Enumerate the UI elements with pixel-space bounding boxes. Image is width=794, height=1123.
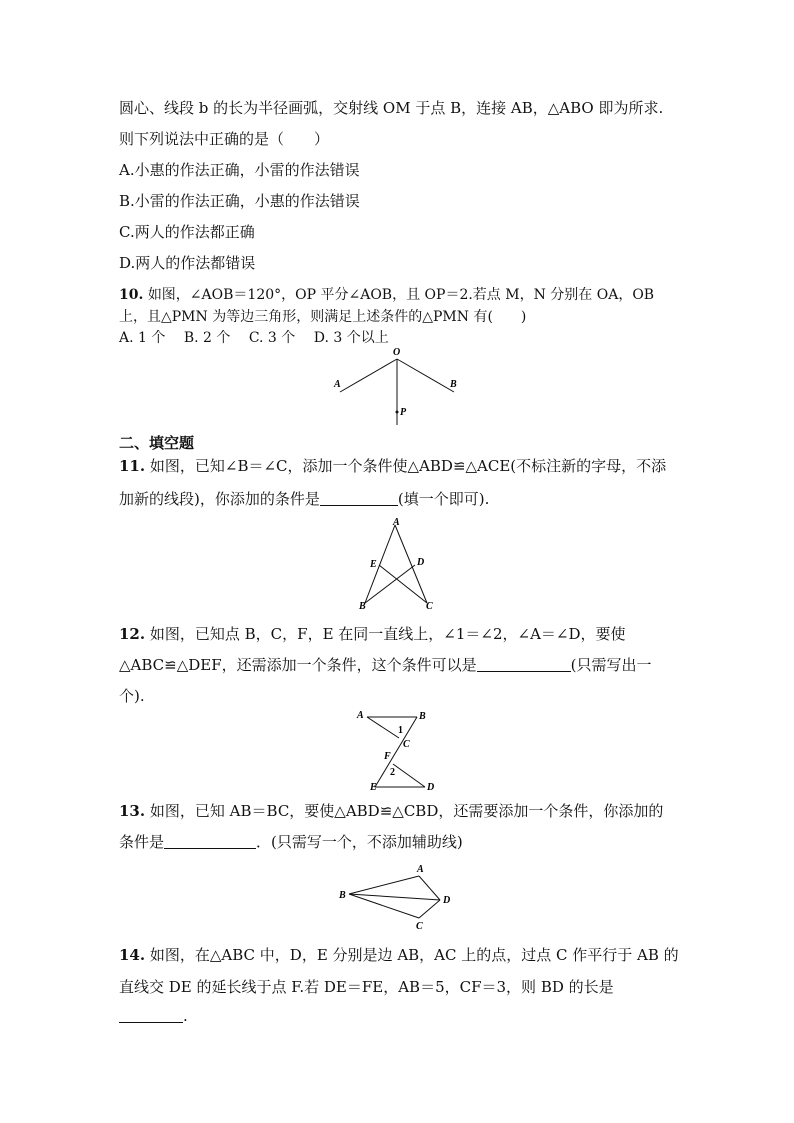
q12-label-b: B (419, 711, 426, 722)
q12-number: 12. (119, 625, 146, 643)
q13-answer-blank[interactable] (164, 834, 256, 849)
q11-line1 (119, 455, 666, 476)
q12-answer-blank[interactable] (477, 657, 571, 672)
q12-line3: 个). (119, 687, 145, 705)
q11-number: 11. (119, 457, 146, 475)
q14-text1: 如图，在△ABC 中，D，E 分别是边 AB，AC 上的点，过点 C 作平行于 AB 的 (149, 946, 679, 964)
q14-line3 (119, 1007, 188, 1025)
q11-text2b: (填一个即可). (397, 490, 490, 508)
q13-label-d: D (443, 895, 451, 906)
q10-line2: 上，且△PMN 为等边三角形，则满足上述条件的△PMN 有( ) (119, 309, 527, 325)
q13-text2a: 条件是 (119, 833, 165, 851)
q14-line2: 直线交 DE 的延长线于点 F.若 DE＝FE，AB＝5，CF＝3，则 BD 的长是 (119, 978, 614, 996)
q11-figure (355, 517, 440, 612)
section-title: 二、填空题 (119, 434, 195, 452)
q10-label-a: A (334, 379, 341, 390)
q9-line2: 则下列说法中正确的是（ ） (119, 130, 330, 148)
q12-label-c: C (403, 739, 410, 750)
q13-text2b: ．(只需写一个，不添加辅助线) (256, 833, 463, 851)
q11-answer-blank[interactable] (320, 491, 398, 506)
q11-label-e: E (370, 559, 377, 570)
q10-number: 10. (119, 287, 144, 303)
q13-number: 13. (119, 802, 146, 820)
q14-answer-blank[interactable] (119, 1008, 183, 1023)
q13-label-c: C (416, 921, 423, 932)
q13-line1 (119, 800, 663, 821)
q14-line1 (119, 944, 679, 965)
q12-text2b: (只需写出一 (570, 656, 652, 674)
q14-text3b: . (183, 1007, 188, 1025)
q10-text1: 如图，∠AOB＝120°，OP 平分∠AOB，且 OP＝2.若点 M，N 分别在 OA，OB (147, 287, 655, 303)
q12-figure (355, 708, 445, 796)
q11-label-c: C (426, 601, 433, 612)
q10-figure (330, 345, 460, 430)
q9-option-d: D.两人的作法都错误 (119, 254, 256, 272)
q9-option-c: C.两人的作法都正确 (119, 223, 255, 241)
q13-figure (335, 860, 460, 932)
q9-option-b: B.小雷的作法正确，小惠的作法错误 (119, 192, 360, 210)
q10-label-b: B (450, 379, 457, 390)
q10-line1 (119, 284, 654, 304)
q11-label-a: A (393, 517, 400, 528)
q13-label-b: B (339, 890, 346, 901)
q11-line2 (119, 488, 489, 509)
q9-option-a: A.小惠的作法正确，小雷的作法错误 (119, 161, 360, 179)
q12-line1 (119, 623, 626, 644)
q13-line2 (119, 831, 463, 852)
q14-number: 14. (119, 946, 146, 964)
q13-text1: 如图，已知 AB＝BC，要使△ABD≌△CBD，还需要添加一个条件，你添加的 (149, 802, 664, 820)
q12-text1: 如图，已知点 B，C，F，E 在同一直线上，∠1＝∠2，∠A＝∠D，要使 (149, 625, 626, 643)
q10-label-o: O (393, 347, 401, 358)
q12-label-f: F (384, 751, 391, 762)
q12-line2 (119, 654, 652, 675)
q11-text2a: 加新的线段)，你添加的条件是 (119, 490, 320, 508)
q10-options: A. 1 个 B. 2 个 C. 3 个 D. 3 个以上 (119, 330, 389, 346)
q12-text2a: △ABC≌△DEF，还需添加一个条件，这个条件可以是 (119, 656, 477, 674)
q9-line1: 圆心、线段 b 的长为半径画弧，交射线 OM 于点 B，连接 AB，△ABO 即为所求. (119, 99, 664, 117)
q12-label-d: D (427, 782, 435, 793)
q11-label-d: D (417, 557, 425, 568)
q12-label-e: E (370, 782, 377, 793)
q13-label-a: A (417, 864, 424, 875)
q12-label-a: A (357, 710, 364, 721)
q12-label-2: 2 (390, 767, 395, 778)
q11-label-b: B (359, 601, 366, 612)
q10-label-p: P (400, 407, 407, 418)
q12-label-1: 1 (398, 725, 403, 736)
q11-text1: 如图，已知∠B＝∠C，添加一个条件使△ABD≌△ACE(不标注新的字母，不添 (149, 457, 667, 475)
